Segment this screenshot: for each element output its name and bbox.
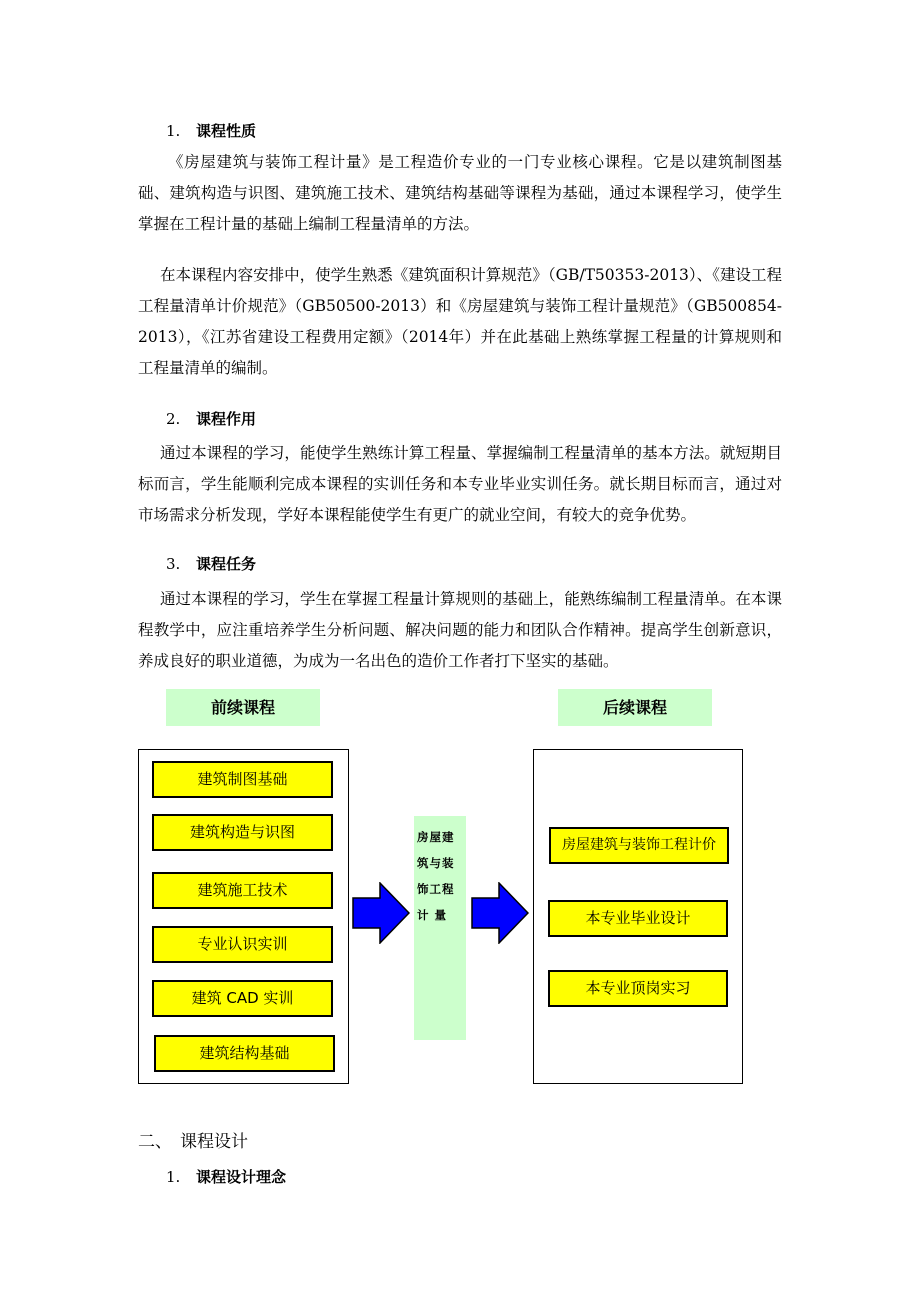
- section-title: 课程设计理念: [196, 1168, 287, 1186]
- part-number: 二、: [138, 1132, 172, 1152]
- next-course-item: 本专业顶岗实习: [548, 970, 728, 1007]
- section-number: 1.: [166, 122, 181, 140]
- center-course-bar: [414, 816, 466, 1040]
- next-course-item: 本专业毕业设计: [548, 900, 728, 937]
- section-number: 2.: [166, 410, 181, 428]
- part-heading-design: [138, 1127, 248, 1152]
- section-number: 3.: [166, 555, 181, 573]
- prior-course-item: 建筑结构基础: [154, 1035, 335, 1072]
- arrow-right-icon: [352, 882, 410, 944]
- paragraph-nature-2: 在本课程内容安排中，使学生熟悉《建筑面积计算规范》（GB/T50353-2013）、《建设工程工程量清单计价规范》（GB50500-2013）和《房屋建筑与装饰工程计量规范》（GB500854-2013），《江苏省建设工程费用定额》（2014年）并在此基础上熟练掌握工程量的计算规则和工程量清单的编制。: [138, 266, 782, 377]
- prior-course-item: 建筑构造与识图: [152, 814, 333, 851]
- prior-courses-label: 前续课程: [166, 689, 320, 726]
- prior-course-item: 建筑制图基础: [152, 761, 333, 798]
- center-course-label: 房屋建筑与装饰工程计 量: [417, 830, 455, 922]
- prior-courses-box: [138, 749, 349, 1084]
- section-heading-nature: [166, 120, 256, 141]
- paragraph-task: 通过本课程的学习，学生在掌握工程量计算规则的基础上，能熟练编制工程量清单。在本课程教学中，应注重培养学生分析问题、解决问题的能力和团队合作精神。提高学生创新意识，养成良好的职业道德，为成为一名出色的造价工作者打下坚实的基础。: [138, 590, 782, 670]
- prior-course-item: 建筑施工技术: [152, 872, 333, 909]
- section-title: 课程作用: [196, 410, 257, 428]
- paragraph-nature-1: 《房屋建筑与装饰工程计量》是工程造价专业的一门专业核心课程。它是以建筑制图基础、建筑构造与识图、建筑施工技术、建筑结构基础等课程为基础，通过本课程学习，使学生掌握在工程计量的基础上编制工程量清单的方法。: [138, 153, 782, 233]
- paragraph-role: 通过本课程的学习，能使学生熟练计算工程量、掌握编制工程量清单的基本方法。就短期目标而言，学生能顺利完成本课程的实训任务和本专业毕业实训任务。就长期目标而言，通过对市场需求分析发现，学好本课程能使学生有更广的就业空间，有较大的竞争优势。: [138, 444, 782, 524]
- prior-course-item: 建筑 CAD 实训: [152, 980, 333, 1017]
- prior-course-item: 专业认识实训: [152, 926, 333, 963]
- next-courses-box: [533, 749, 743, 1084]
- part-title: 课程设计: [180, 1132, 248, 1152]
- section-title: 课程任务: [196, 555, 257, 573]
- next-courses-label: 后续课程: [558, 689, 712, 726]
- section-heading-design-concept: [166, 1166, 286, 1187]
- section-heading-role: [166, 408, 256, 429]
- arrow-right-icon: [471, 882, 529, 944]
- section-heading-task: [166, 553, 256, 574]
- section-title: 课程性质: [196, 122, 257, 140]
- section-number: 1.: [166, 1168, 181, 1186]
- next-course-item: 房屋建筑与装饰工程计价: [549, 827, 729, 864]
